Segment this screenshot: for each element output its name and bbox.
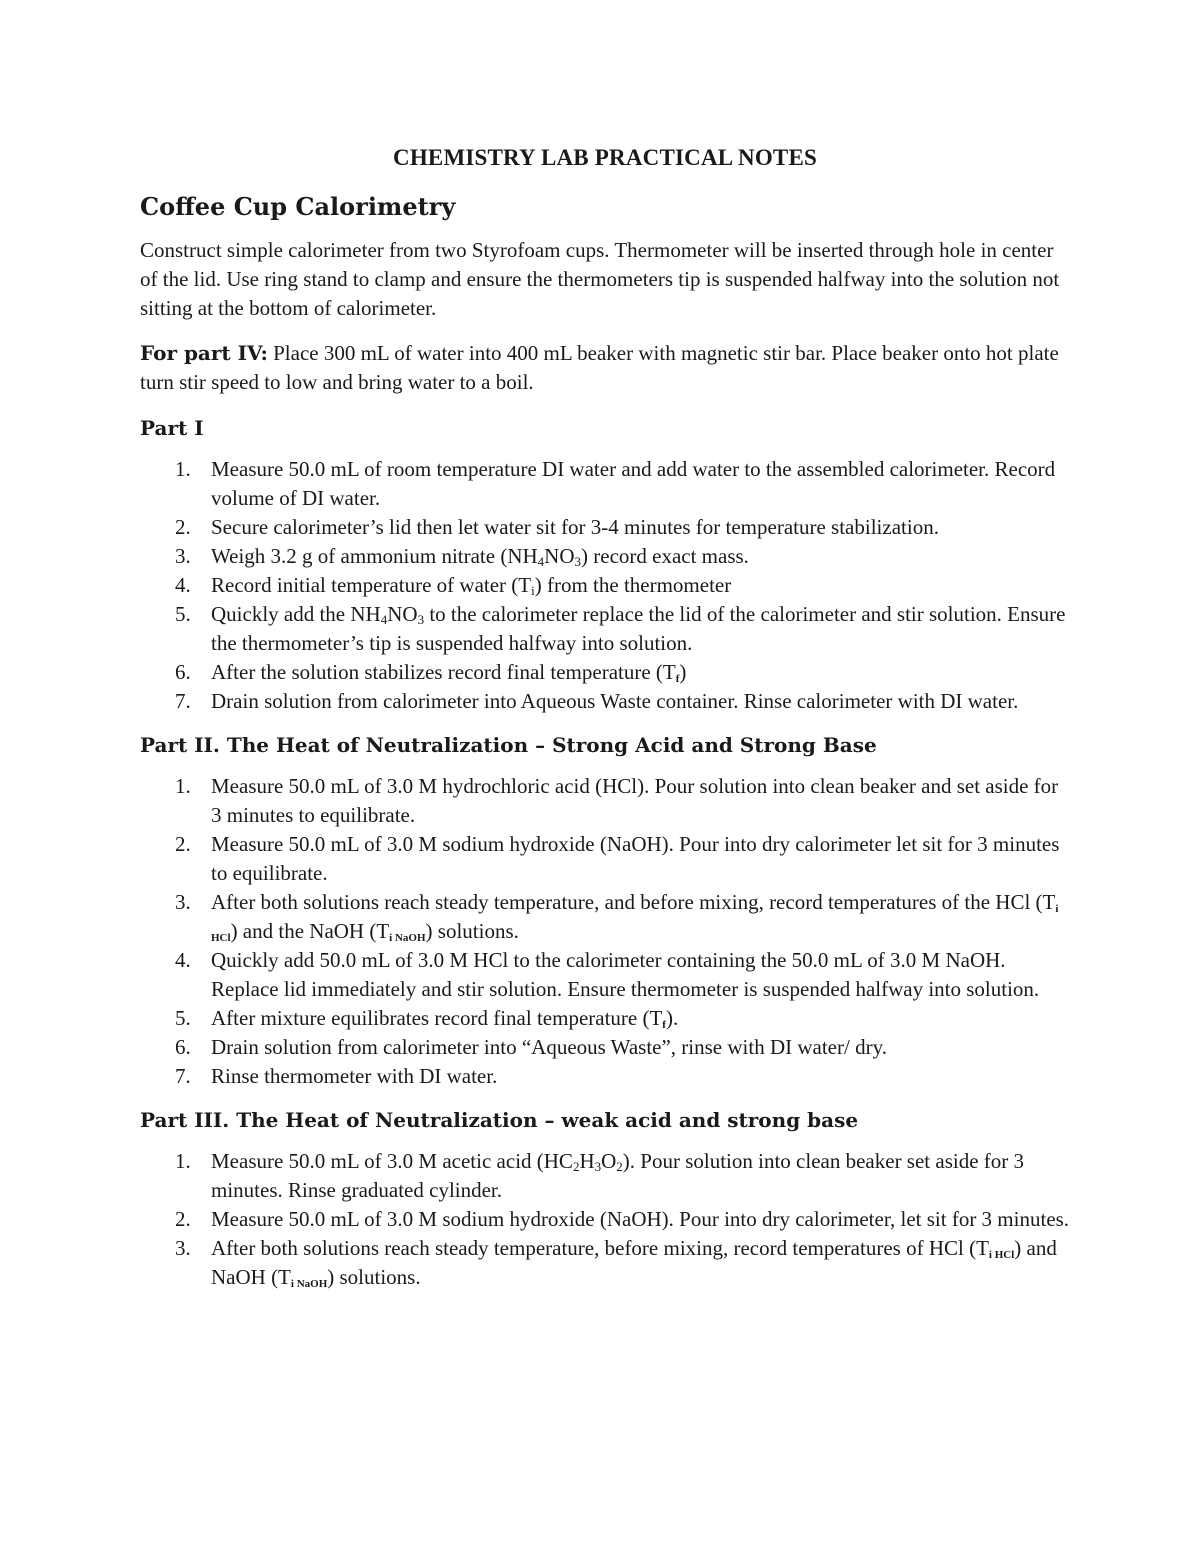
list-text: Measure 50.0 mL of room temperature DI water and add water to the assembled calorimeter. Record volume of DI water. <box>211 457 1056 510</box>
list-text: After both solutions reach steady temperature, before mixing, record temperatures of HCl (T <box>211 1236 989 1260</box>
list-text: ) from the thermometer <box>534 573 732 597</box>
list-text: ) <box>679 660 687 684</box>
subscript: 4 <box>380 612 388 627</box>
list-item <box>140 1147 1070 1205</box>
list-text: Record initial temperature of water (T <box>211 573 532 597</box>
subscript: i NaOH <box>389 932 426 944</box>
list-text: ). Pour solution into clean beaker set aside for 3 minutes. Rinse graduated cylinder. <box>211 1149 1025 1202</box>
document-page <box>140 138 1070 1306</box>
list-item <box>140 542 1070 571</box>
list-text: Secure calorimeter’s lid then let water sit for 3-4 minutes for temperature stabilization. <box>211 515 939 539</box>
subscript: i HCl <box>988 1249 1015 1261</box>
list-number: 3. <box>175 544 191 568</box>
list-text: ) and the NaOH (T <box>230 919 390 943</box>
list-item <box>140 830 1070 888</box>
list-text: ) solutions. <box>327 1265 421 1289</box>
list-number: 1. <box>175 1149 191 1173</box>
part3-list <box>140 1147 1070 1292</box>
list-text: After mixture equilibrates record final temperature (T <box>211 1006 663 1030</box>
list-number: 3. <box>175 890 191 914</box>
list-item <box>140 1062 1070 1091</box>
subscript: i <box>531 583 535 598</box>
list-number: 5. <box>175 1006 191 1030</box>
list-text: ) solutions. <box>425 919 519 943</box>
list-text: Measure 50.0 mL of 3.0 M sodium hydroxide (NaOH). Pour into dry calorimeter let sit for 3 minutes to equilibrate. <box>211 832 1060 885</box>
part2-heading: Part II. The Heat of Neutralization – Strong Acid and Strong Base <box>140 733 877 757</box>
list-number: 4. <box>175 948 191 972</box>
section-heading: Coffee Cup Calorimetry <box>140 192 456 221</box>
list-text: Drain solution from calorimeter into Aqueous Waste container. Rinse calorimeter with DI water. <box>211 689 1019 713</box>
subscript: i NaOH <box>290 1278 328 1290</box>
part2-list <box>140 772 1070 1091</box>
list-number: 2. <box>175 832 191 856</box>
list-item <box>140 658 1070 687</box>
list-number: 2. <box>175 515 191 539</box>
part4-note-lead: For part IV: <box>140 341 268 365</box>
list-item <box>140 1004 1070 1033</box>
subscript: f <box>675 673 680 685</box>
list-text: Weigh 3.2 g of ammonium nitrate (NH <box>211 544 538 568</box>
list-item <box>140 772 1070 830</box>
list-item <box>140 1234 1070 1292</box>
part4-note-text: Place 300 mL of water into 400 mL beaker with magnetic stir bar. Place beaker onto hot plate turn stir speed to low and bring water to a boil. <box>140 341 1059 394</box>
subscript: 4 <box>537 554 545 569</box>
list-text: After the solution stabilizes record final temperature (T <box>211 660 676 684</box>
list-item <box>140 946 1070 1004</box>
list-text: to the calorimeter replace the lid of the calorimeter and stir solution. Ensure the thermometer’s tip is suspended halfway into solution. <box>211 602 1066 655</box>
list-text: H <box>579 1149 595 1173</box>
list-text: Rinse thermometer with DI water. <box>211 1064 498 1088</box>
list-item <box>140 687 1070 716</box>
subscript: 2 <box>616 1159 623 1174</box>
list-item <box>140 513 1070 542</box>
list-number: 1. <box>175 774 191 798</box>
list-text: ). <box>665 1006 679 1030</box>
list-item <box>140 888 1070 946</box>
list-text: Measure 50.0 mL of 3.0 M sodium hydroxide (NaOH). Pour into dry calorimeter, let sit for 3 minutes. <box>211 1207 1070 1231</box>
intro-paragraph: Construct simple calorimeter from two Styrofoam cups. Thermometer will be inserted through hole in center of the lid. Use ring stand to clamp and ensure the thermometers tip is suspended halfway into the solution not sitting at the bottom of calorimeter. <box>140 238 1060 320</box>
list-text: Quickly add 50.0 mL of 3.0 M HCl to the calorimeter containing the 50.0 mL of 3.0 M NaOH. Replace lid immediately and stir solution. Ensure thermometer is suspended halfway into solution. <box>211 948 1040 1001</box>
list-text: NO <box>387 602 418 626</box>
list-number: 4. <box>175 573 191 597</box>
part3-heading: Part III. The Heat of Neutralization – weak acid and strong base <box>140 1108 859 1132</box>
subscript: i HCl <box>211 903 1059 944</box>
part1-heading: Part I <box>140 416 204 440</box>
subscript: 3 <box>594 1159 602 1174</box>
page-title: CHEMISTRY LAB PRACTICAL NOTES <box>393 145 817 170</box>
list-text: NO <box>544 544 575 568</box>
list-text: Drain solution from calorimeter into “Aqueous Waste”, rinse with DI water/ dry. <box>211 1035 887 1059</box>
subscript: 2 <box>572 1159 580 1174</box>
list-item <box>140 600 1070 658</box>
list-number: 6. <box>175 660 191 684</box>
list-text: ) record exact mass. <box>581 544 749 568</box>
list-number: 5. <box>175 602 191 626</box>
list-number: 1. <box>175 457 191 481</box>
list-number: 7. <box>175 689 191 713</box>
list-item <box>140 1033 1070 1062</box>
subscript: 3 <box>574 554 582 569</box>
list-text: After both solutions reach steady temperature, and before mixing, record temperatures of the HCl (T <box>211 890 1056 914</box>
list-item <box>140 1205 1070 1234</box>
list-text: Measure 50.0 mL of 3.0 M hydrochloric acid (HCl). Pour solution into clean beaker and set aside for 3 minutes to equilibrate. <box>211 774 1059 827</box>
part4-note <box>140 339 1070 397</box>
list-item <box>140 455 1070 513</box>
list-text: ) and NaOH (T <box>211 1236 1057 1289</box>
list-text: O <box>601 1149 617 1173</box>
list-number: 2. <box>175 1207 191 1231</box>
list-item <box>140 571 1070 600</box>
part1-list <box>140 455 1070 716</box>
list-number: 7. <box>175 1064 191 1088</box>
subscript: 3 <box>417 612 425 627</box>
list-number: 3. <box>175 1236 191 1260</box>
list-text: Quickly add the NH <box>211 602 381 626</box>
subscript: f <box>662 1019 666 1031</box>
list-number: 6. <box>175 1035 191 1059</box>
list-text: Measure 50.0 mL of 3.0 M acetic acid (HC <box>211 1149 573 1173</box>
